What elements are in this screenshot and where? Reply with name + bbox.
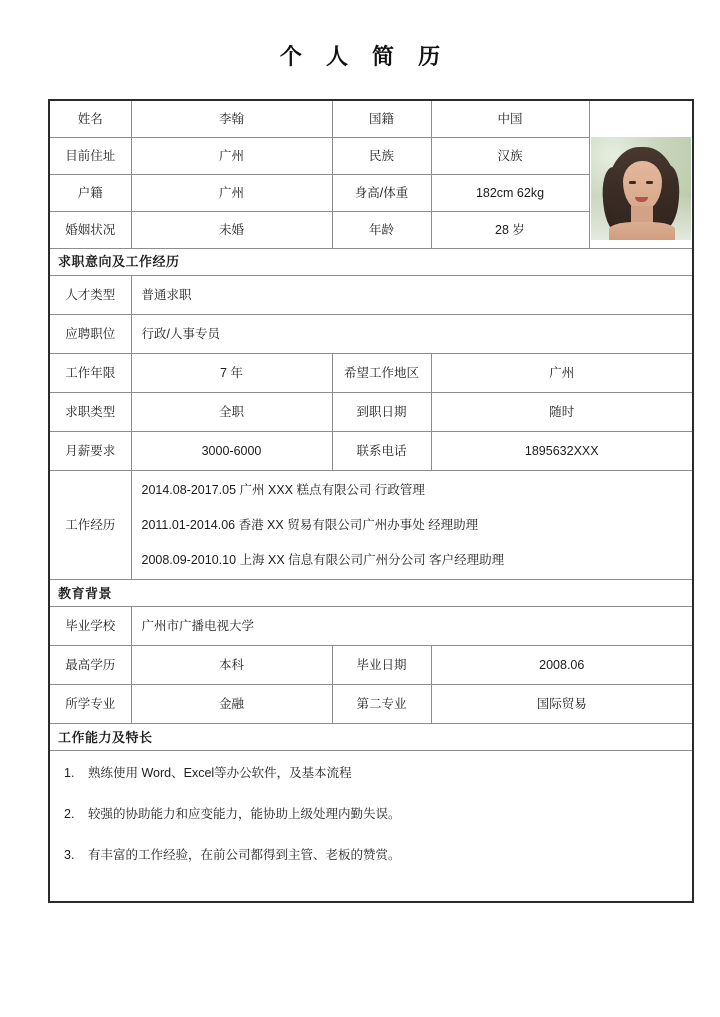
table-row [49,607,693,646]
experience-cell [131,471,693,580]
avatar [591,137,691,240]
job-label-salary: 月薪要求 [49,432,131,471]
basic-label-ethnicity: 民族 [332,138,431,175]
skill-number: 3. [64,848,75,863]
education-label-major: 所学专业 [49,685,131,724]
table-row [49,724,693,751]
experience-line: 2014.08-2017.05 广州 XXX 糕点有限公司 行政管理 [141,483,425,497]
education-label-graduation-date: 毕业日期 [332,646,431,685]
education-value-graduation-date: 2008.06 [431,646,693,685]
basic-value-name: 李翰 [131,100,332,138]
skill-number: 1. [64,766,75,781]
job-value-start-date: 随时 [431,393,693,432]
photo-shoulders [609,222,675,240]
job-label-job-type: 求职类型 [49,393,131,432]
job-label-preferred-area: 希望工作地区 [332,354,431,393]
basic-value-marital: 未婚 [131,212,332,249]
table-row [49,685,693,724]
basic-label-marital: 婚姻状况 [49,212,131,249]
resume-table [48,99,694,903]
education-value-major: 金融 [131,685,332,724]
education-label-degree: 最高学历 [49,646,131,685]
skill-number: 2. [64,807,75,822]
page-title: 个 人 简 历 [279,44,450,69]
table-row [49,646,693,685]
education-label-second-major: 第二专业 [332,685,431,724]
basic-label-address: 目前住址 [49,138,131,175]
experience-label: 工作经历 [49,471,131,580]
table-row [49,354,693,393]
experience-line: 2011.01-2014.06 香港 XX 贸易有限公司广州办事处 经理助理 [141,517,479,532]
list-item [64,804,682,824]
basic-value-nationality: 中国 [431,100,589,138]
skill-text: 较强的协助能力和应变能力，能协助上级处理内勤失误。 [88,807,401,822]
section-header-job: 求职意向及工作经历 [49,249,693,276]
table-row [49,276,693,315]
skill-text: 熟练使用 Word、Excel等办公软件，及基本流程 [88,766,352,781]
table-row [49,249,693,276]
photo-cell [589,100,693,249]
education-label-school: 毕业学校 [49,607,131,646]
job-value-job-type: 全职 [131,393,332,432]
section-header-education: 教育背景 [49,580,693,607]
basic-label-household: 户籍 [49,175,131,212]
basic-label-nationality: 国籍 [332,100,431,138]
basic-value-age: 28 岁 [431,212,589,249]
basic-label-name: 姓名 [49,100,131,138]
job-value-phone: 1895632XXX [431,432,693,471]
table-row [49,100,693,138]
job-label-position: 应聘职位 [49,315,131,354]
job-value-salary: 3000-6000 [131,432,332,471]
education-value-school: 广州市广播电视大学 [131,607,693,646]
list-item [64,763,682,783]
job-label-years: 工作年限 [49,354,131,393]
job-label-phone: 联系电话 [332,432,431,471]
skills-cell [49,751,693,903]
education-value-second-major: 国际贸易 [431,685,693,724]
section-header-skills: 工作能力及特长 [49,724,693,751]
education-value-degree: 本科 [131,646,332,685]
list-item [64,845,682,865]
experience-line: 2008.09-2010.10 上海 XX 信息有限公司广州分公司 客户经理助理 [141,552,505,567]
job-label-talent-type: 人才类型 [49,276,131,315]
basic-value-ethnicity: 汉族 [431,138,589,175]
photo-eye-right [646,181,653,184]
table-row [49,580,693,607]
table-row [49,393,693,432]
job-value-preferred-area: 广州 [431,354,693,393]
job-value-talent-type: 普通求职 [131,276,693,315]
job-value-years: 7 年 [131,354,332,393]
basic-value-height-weight: 182cm 62kg [431,175,589,212]
table-row [49,751,693,903]
basic-value-household: 广州 [131,175,332,212]
basic-value-address: 广州 [131,138,332,175]
skill-text: 有丰富的工作经验，在前公司都得到主管、老板的赞赏。 [88,848,401,863]
photo-face [623,161,662,210]
photo-eye-left [629,181,636,184]
job-value-position: 行政/人事专员 [131,315,693,354]
table-row [49,471,693,580]
table-row [49,432,693,471]
job-label-start-date: 到职日期 [332,393,431,432]
basic-label-age: 年龄 [332,212,431,249]
basic-label-height-weight: 身高/体重 [332,175,431,212]
table-row [49,315,693,354]
